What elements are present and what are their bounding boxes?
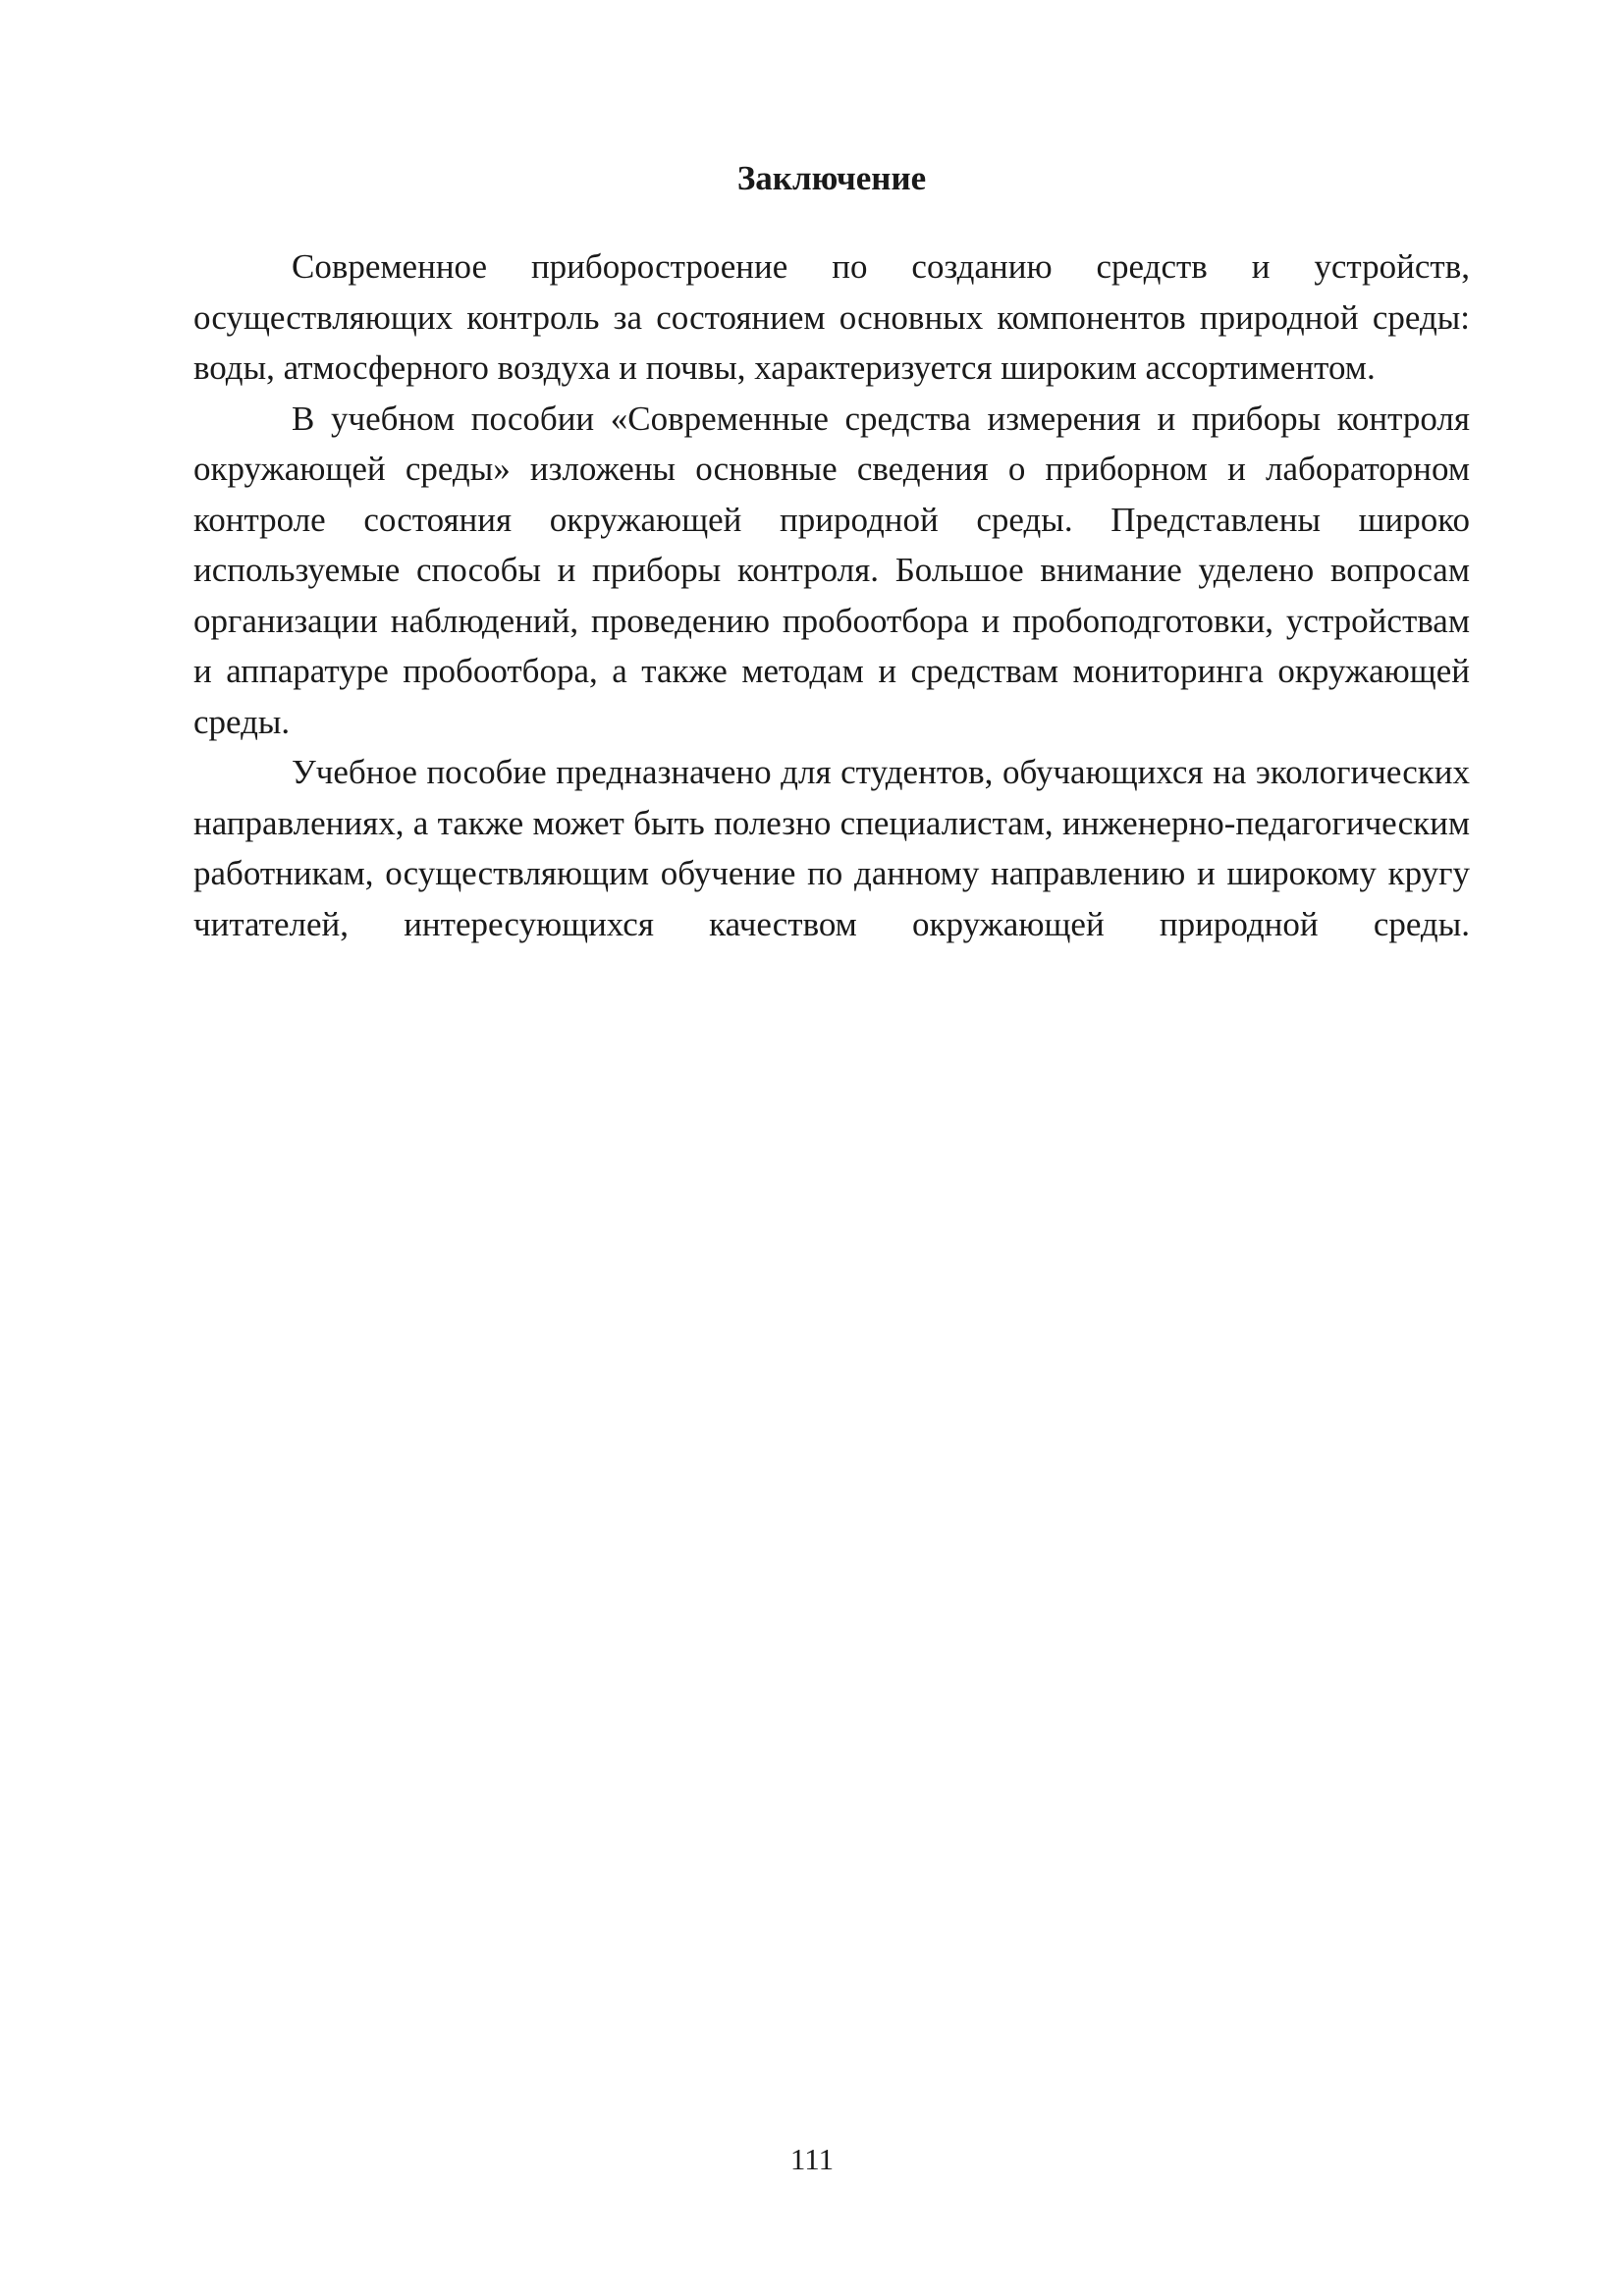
paragraph-2: В учебном пособии «Современные средства измерения и приборы контроля окружающей среды» изложены основные сведения о приборном и лабораторном контроле состояния окружающей природной среды. Представлены широко используемые способы и приборы контроля. Большое внимание уделено вопросам организации наблюдений, проведению пробоотбора и пробоподготовки, устройствам и аппаратуре пробоотбора, а также методам и средствам мониторинга окружающей среды. <box>193 399 1470 741</box>
body-text <box>193 241 1470 949</box>
page-number: 111 <box>789 2142 835 2176</box>
page-title: Заключение <box>736 159 927 197</box>
paragraph-3: Учебное пособие предназначено для студентов, обучающихся на экологических направлениях, а также может быть полезно специалистам, инженерно-педагогическим работникам, осуществляющим обучение по данному направлению и широкому кругу читателей, интересующихся качеством окружающей природной среды. <box>193 753 1470 943</box>
paragraph-1: Современное приборостроение по созданию средств и устройств, осуществляющих контроль за состоянием основных компонентов природной среды: воды, атмосферного воздуха и почвы, характеризуется широким ассортиментом. <box>193 247 1470 387</box>
